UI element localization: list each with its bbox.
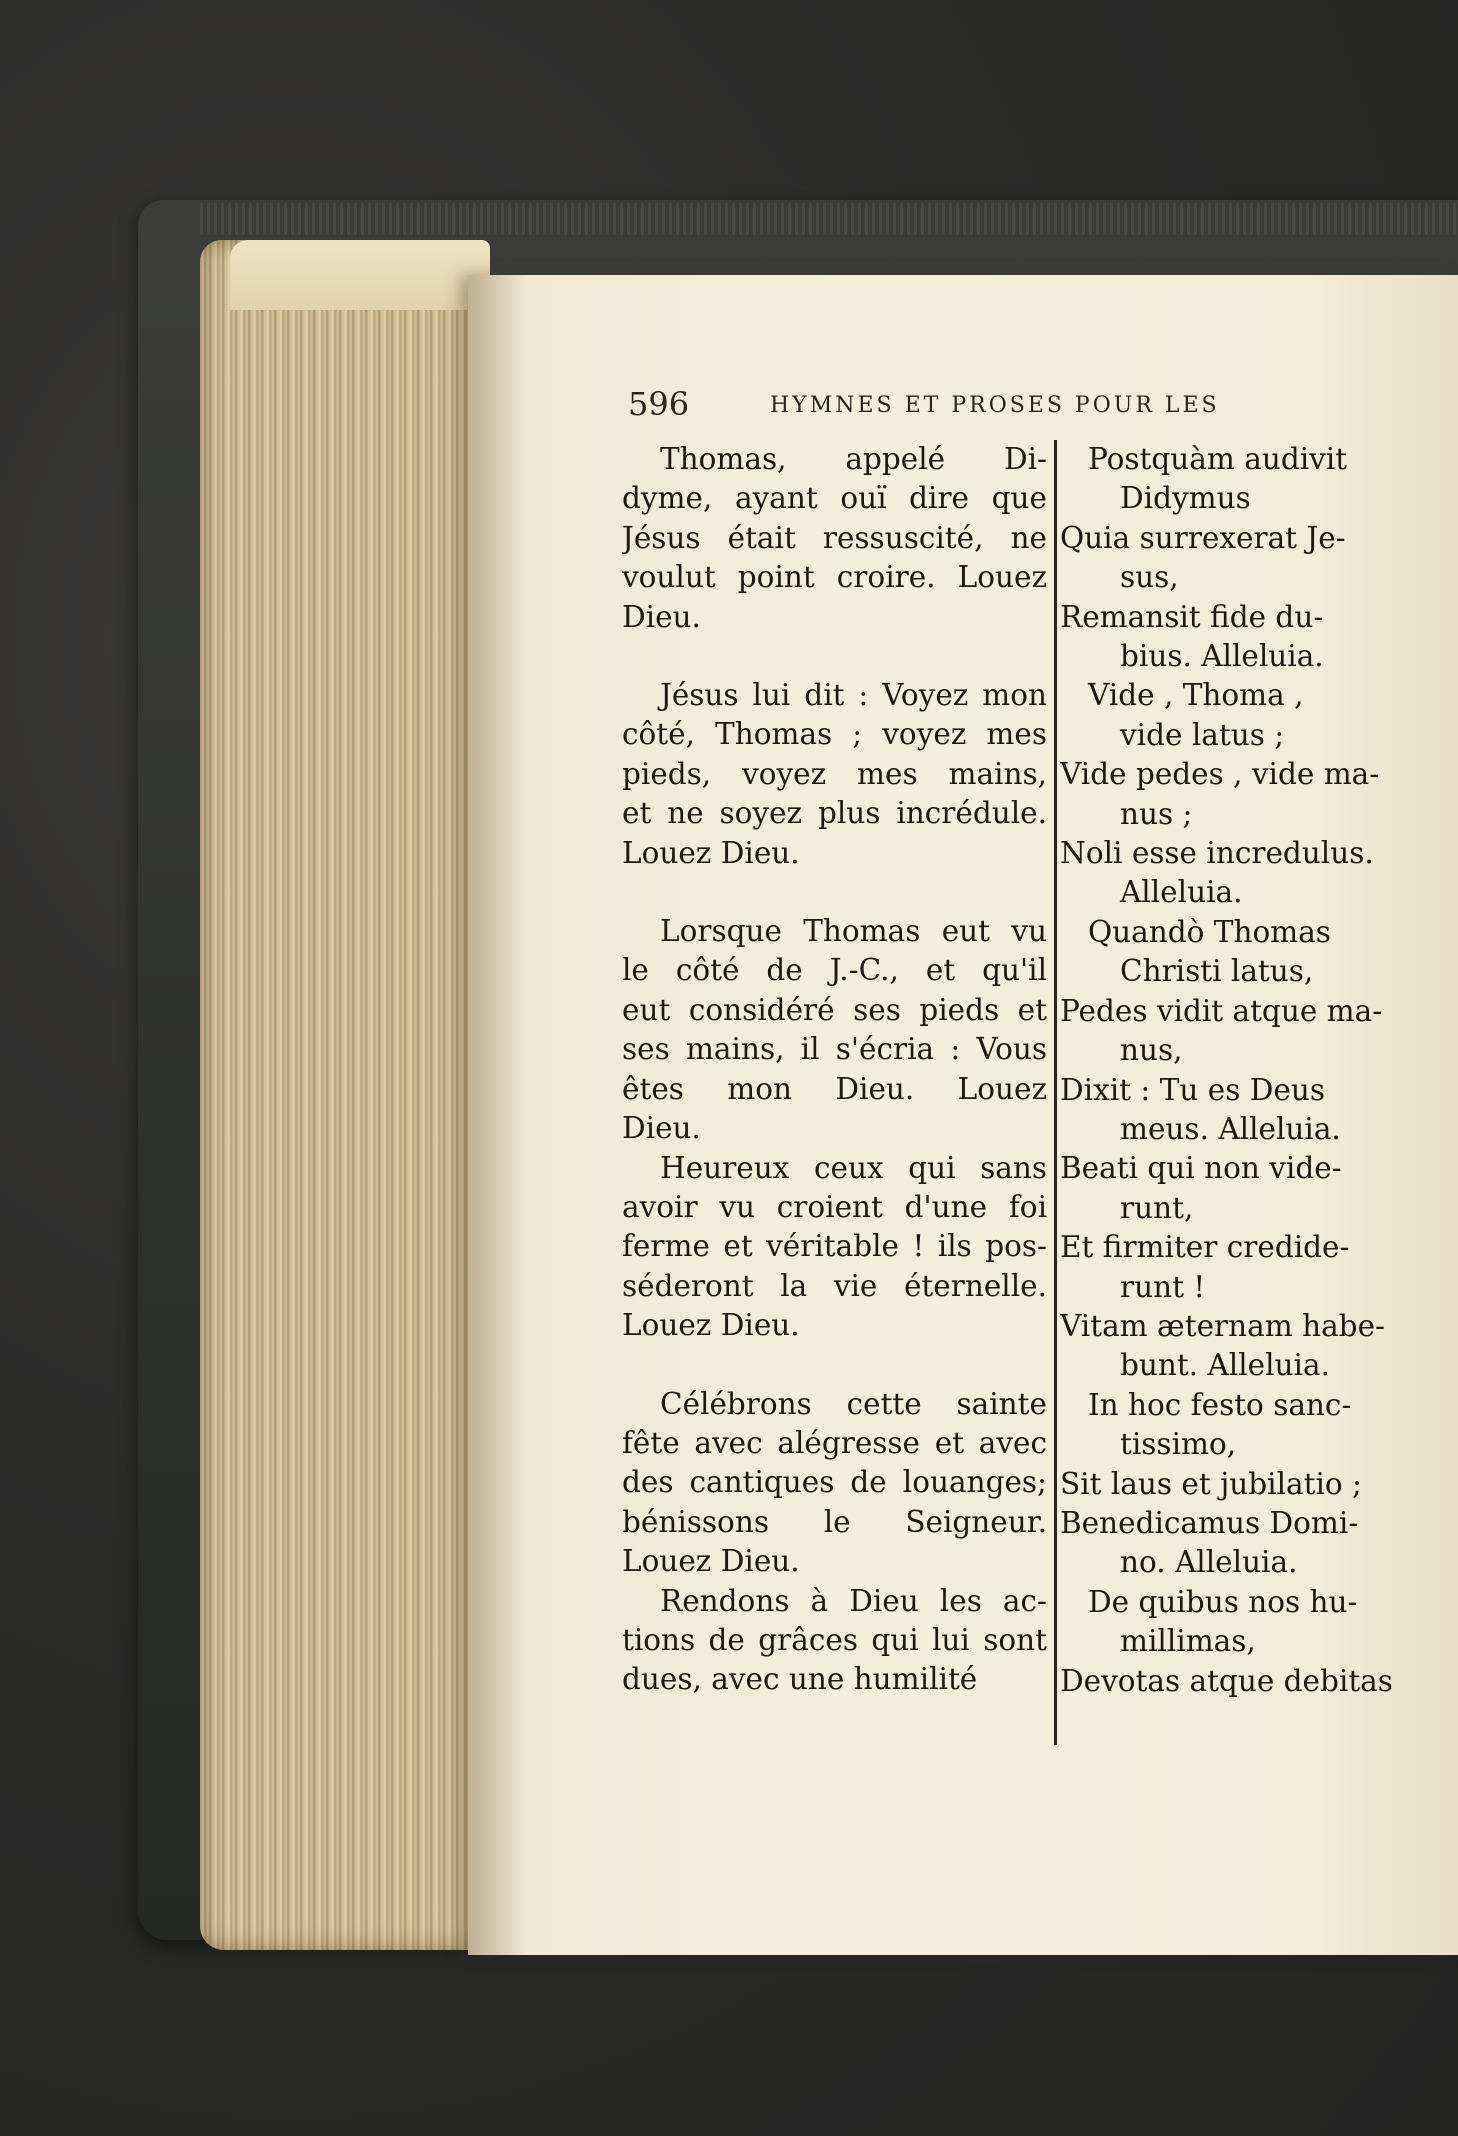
- french-text-line: dyme, ayant ouï dire que: [622, 481, 1047, 516]
- french-text-line: tions de grâces qui lui sont: [622, 1622, 1047, 1657]
- latin-text-line: In hoc festo sanc-: [1088, 1387, 1352, 1422]
- french-text-line: Dieu.: [622, 1111, 701, 1146]
- latin-text-line: millimas,: [1120, 1624, 1256, 1659]
- latin-text-line: sus,: [1120, 560, 1179, 595]
- french-text-line: Louez Dieu.: [622, 835, 800, 870]
- french-text-line: Lorsque Thomas eut vu: [660, 914, 1047, 949]
- french-text-line: fête avec alégresse et avec: [622, 1425, 1047, 1460]
- latin-text-line: runt,: [1120, 1190, 1194, 1225]
- latin-text-line: no. Alleluia.: [1120, 1545, 1298, 1580]
- french-text-line: bénissons le Seigneur.: [622, 1504, 1047, 1539]
- french-text-line: Heureux ceux qui sans: [660, 1150, 1047, 1185]
- latin-text-line: tissimo,: [1120, 1427, 1237, 1462]
- latin-text-line: Dixit : Tu es Deus: [1060, 1072, 1325, 1107]
- french-text-line: Jésus lui dit : Voyez mon: [660, 678, 1047, 713]
- french-text-line: des cantiques de louanges;: [622, 1465, 1047, 1500]
- french-text-line: avoir vu croient d'une foi: [622, 1189, 1047, 1224]
- latin-text-line: Pedes vidit atque ma-: [1060, 993, 1383, 1028]
- french-text-line: voulut point croire. Louez: [622, 560, 1047, 595]
- french-text-line: eut considéré ses pieds et: [622, 992, 1047, 1027]
- latin-text-line: Quia surrexerat Je-: [1060, 520, 1346, 555]
- latin-text-line: Postquàm audivit: [1088, 442, 1348, 476]
- latin-text-line: De quibus nos hu-: [1088, 1584, 1358, 1619]
- latin-text-line: Benedicamus Domi-: [1060, 1505, 1359, 1540]
- paragraph-gap: [622, 873, 1047, 912]
- french-text-line: Dieu.: [622, 599, 701, 634]
- french-translation-column: [622, 440, 1047, 1700]
- latin-text-line: bius. Alleluia.: [1120, 639, 1324, 674]
- latin-text-line: Vitam æternam habe-: [1060, 1308, 1385, 1343]
- column-divider: [1054, 440, 1057, 1745]
- latin-text-line: Christi latus,: [1120, 954, 1314, 989]
- latin-hymn-column: [1060, 440, 1420, 1701]
- latin-text-line: Sit laus et jubilatio ;: [1060, 1466, 1362, 1501]
- latin-text-line: Devotas atque debitas: [1060, 1663, 1393, 1698]
- latin-text-line: Alleluia.: [1120, 875, 1243, 910]
- latin-text-line: nus ;: [1120, 796, 1193, 831]
- french-text-line: et ne soyez plus incrédule.: [622, 796, 1047, 831]
- french-text-line: ferme et véritable ! ils pos-: [622, 1229, 1047, 1264]
- page-gutter-shadow: [468, 275, 528, 1955]
- running-head: HYMNES ET PROSES POUR LES: [770, 393, 1220, 418]
- french-text-line: Louez Dieu.: [622, 1544, 800, 1579]
- french-text-line: dues, avec une humilité: [622, 1662, 978, 1697]
- page-block-edges: [200, 240, 480, 1950]
- french-text-line: Célébrons cette sainte: [660, 1386, 1047, 1421]
- french-text-line: séderont la vie éternelle.: [622, 1268, 1047, 1303]
- book-cover-top-edge: [200, 203, 1458, 235]
- french-text-line: pieds, voyez mes mains,: [622, 756, 1047, 791]
- latin-text-line: nus,: [1120, 1033, 1183, 1068]
- french-text-line: le côté de J.-C., et qu'il: [622, 953, 1047, 988]
- page-number: 596: [628, 385, 690, 423]
- french-text-line: Thomas, appelé Di-: [660, 442, 1047, 476]
- page-block-top: [230, 240, 490, 310]
- latin-text-line: Beati qui non vide-: [1060, 1151, 1342, 1186]
- french-text-line: côté, Thomas ; voyez mes: [622, 717, 1047, 752]
- french-text-line: ses mains, il s'écria : Vous: [622, 1032, 1047, 1067]
- latin-text-line: Quandò Thomas: [1088, 914, 1331, 949]
- french-text-line: Rendons à Dieu les ac-: [660, 1583, 1047, 1618]
- latin-text-line: Et firmiter credide-: [1060, 1230, 1350, 1265]
- latin-text-line: vide latus ;: [1120, 717, 1285, 752]
- latin-text-line: Vide , Thoma ,: [1088, 678, 1304, 713]
- paragraph-gap: [622, 1346, 1047, 1385]
- french-text-line: êtes mon Dieu. Louez: [622, 1071, 1047, 1106]
- latin-text-line: Didymus: [1120, 481, 1251, 516]
- french-text-line: Louez Dieu.: [622, 1308, 800, 1343]
- latin-text-line: Remansit fide du-: [1060, 599, 1324, 634]
- latin-text-line: Noli esse incredulus.: [1060, 836, 1374, 871]
- latin-text-line: Vide pedes , vide ma-: [1060, 757, 1380, 792]
- french-text-line: Jésus était ressuscité, ne: [622, 520, 1047, 555]
- latin-text-line: meus. Alleluia.: [1120, 1111, 1341, 1146]
- latin-text-line: bunt. Alleluia.: [1120, 1348, 1330, 1383]
- paragraph-gap: [622, 637, 1047, 676]
- latin-text-line: runt !: [1120, 1269, 1206, 1304]
